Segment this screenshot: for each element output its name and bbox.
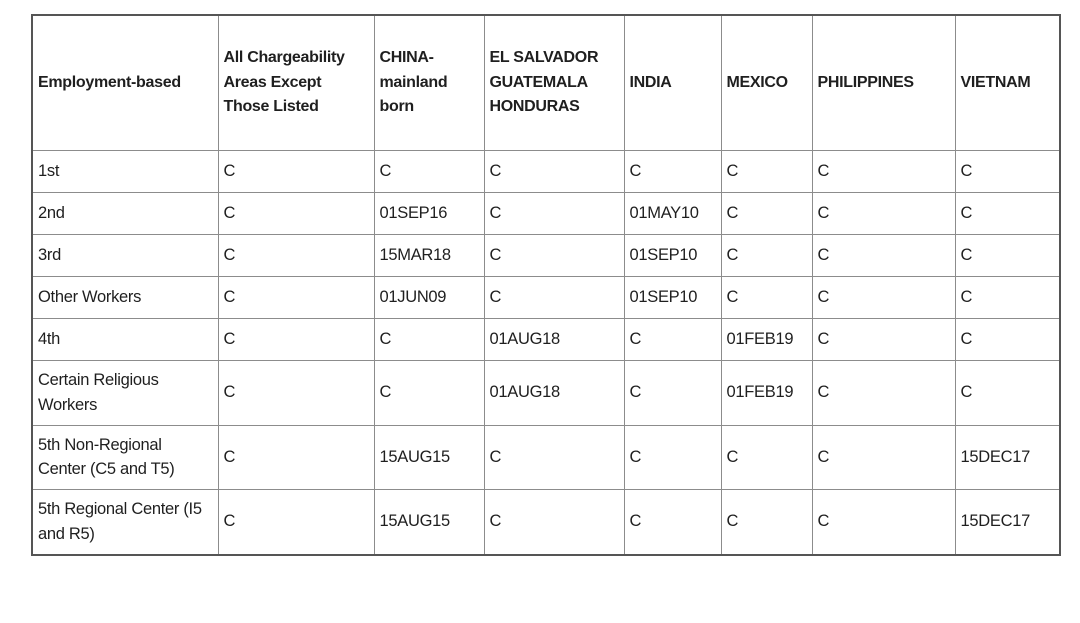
table-cell: C (484, 425, 624, 490)
table-cell: C (218, 425, 374, 490)
column-header: VIETNAM (955, 15, 1060, 151)
column-header-category: Employment-based (32, 15, 218, 151)
table-body (32, 151, 1060, 555)
table-row (32, 193, 1060, 235)
table-header (32, 15, 1060, 151)
table-cell: C (955, 277, 1060, 319)
column-header: CHINA-mainland born (374, 15, 484, 151)
table-cell: C (484, 235, 624, 277)
employment-based-final-action-dates-table (31, 14, 1061, 556)
table-cell: C (812, 277, 955, 319)
table-cell: 01FEB19 (721, 361, 812, 426)
table-cell: C (721, 151, 812, 193)
table-cell: C (812, 151, 955, 193)
table-cell: C (374, 319, 484, 361)
table-cell: C (218, 361, 374, 426)
table-cell: C (484, 151, 624, 193)
table-cell: C (812, 361, 955, 426)
row-category-cell: 5th Non-Regional Center (C5 and T5) (32, 425, 218, 490)
table-cell: 01AUG18 (484, 319, 624, 361)
table-cell: C (721, 490, 812, 555)
row-category-cell: 2nd (32, 193, 218, 235)
table-cell: C (374, 361, 484, 426)
table-cell: C (721, 425, 812, 490)
table-cell: 15AUG15 (374, 490, 484, 555)
table-cell: 01AUG18 (484, 361, 624, 426)
table-cell: 01FEB19 (721, 319, 812, 361)
row-category-cell: 1st (32, 151, 218, 193)
column-header: All Chargeability Areas Except Those Listed (218, 15, 374, 151)
table-cell: C (955, 235, 1060, 277)
column-header: PHILIPPINES (812, 15, 955, 151)
table-cell: 15DEC17 (955, 490, 1060, 555)
table-cell: C (812, 193, 955, 235)
table-cell: C (721, 235, 812, 277)
table-cell: C (812, 235, 955, 277)
visa-bulletin-table-container (31, 14, 1061, 556)
table-row (32, 425, 1060, 490)
table-cell: C (624, 425, 721, 490)
row-category-cell: 4th (32, 319, 218, 361)
row-category-cell: 5th Regional Center (I5 and R5) (32, 490, 218, 555)
table-cell: 01SEP10 (624, 277, 721, 319)
table-cell: C (218, 319, 374, 361)
table-cell: 15DEC17 (955, 425, 1060, 490)
table-cell: C (721, 277, 812, 319)
table-row (32, 361, 1060, 426)
table-row (32, 490, 1060, 555)
table-cell: 01SEP10 (624, 235, 721, 277)
table-cell: C (484, 490, 624, 555)
column-header: MEXICO (721, 15, 812, 151)
table-row (32, 319, 1060, 361)
table-cell: 15MAR18 (374, 235, 484, 277)
table-cell: C (955, 319, 1060, 361)
table-cell: 15AUG15 (374, 425, 484, 490)
table-cell: C (218, 235, 374, 277)
table-cell: C (812, 319, 955, 361)
table-cell: 01MAY10 (624, 193, 721, 235)
table-cell: C (955, 361, 1060, 426)
table-cell: C (218, 490, 374, 555)
table-cell: C (374, 151, 484, 193)
table-cell: 01JUN09 (374, 277, 484, 319)
table-cell: C (484, 277, 624, 319)
table-row (32, 151, 1060, 193)
table-row (32, 277, 1060, 319)
row-category-cell: Certain Religious Workers (32, 361, 218, 426)
table-cell: C (484, 193, 624, 235)
table-row (32, 235, 1060, 277)
table-cell: C (624, 151, 721, 193)
table-cell: C (955, 151, 1060, 193)
table-cell: C (624, 361, 721, 426)
table-cell: C (624, 490, 721, 555)
table-cell: C (218, 151, 374, 193)
table-cell: C (218, 277, 374, 319)
column-header: EL SALVADOR GUATEMALA HONDURAS (484, 15, 624, 151)
row-category-cell: 3rd (32, 235, 218, 277)
table-cell: C (812, 490, 955, 555)
table-cell: C (218, 193, 374, 235)
table-cell: C (624, 319, 721, 361)
table-cell: 01SEP16 (374, 193, 484, 235)
table-cell: C (812, 425, 955, 490)
table-cell: C (721, 193, 812, 235)
table-cell: C (955, 193, 1060, 235)
table-header-row (32, 15, 1060, 151)
row-category-cell: Other Workers (32, 277, 218, 319)
column-header: INDIA (624, 15, 721, 151)
